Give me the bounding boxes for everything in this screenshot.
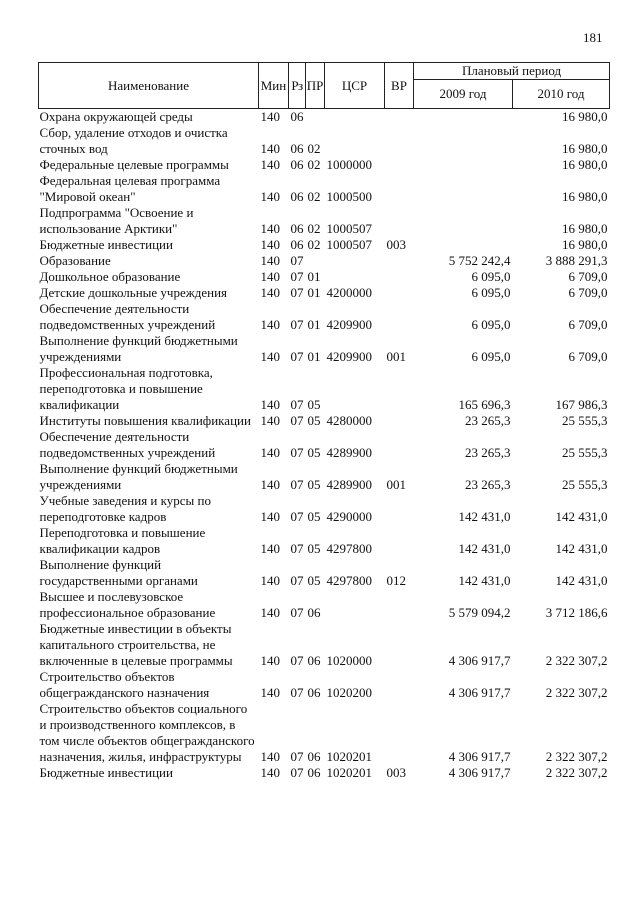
row-vr xyxy=(385,413,414,429)
table-row xyxy=(39,173,610,205)
row-amount-2010: 16 980,0 xyxy=(562,141,608,156)
row-amount-2010: 2 322 307,2 xyxy=(545,653,608,668)
row-name: Федеральная целевая программа "Мировой океан" xyxy=(39,173,221,204)
row-csr xyxy=(325,109,385,126)
row-min: 140 xyxy=(260,269,280,284)
row-pr: 05 xyxy=(307,573,321,588)
row-rz: 07 xyxy=(290,269,304,284)
row-csr: 4209900 xyxy=(326,317,372,332)
row-vr xyxy=(385,365,414,413)
row-min: 140 xyxy=(260,237,280,252)
row-vr xyxy=(385,285,414,301)
row-amount-2009: 6 095,0 xyxy=(471,269,511,284)
row-min: 140 xyxy=(260,477,280,492)
row-csr: 1000507 xyxy=(326,237,372,252)
row-min: 140 xyxy=(260,109,280,124)
table-row xyxy=(39,669,610,701)
row-min: 140 xyxy=(260,749,280,764)
row-name: Переподготовка и повышение квалификации кадров xyxy=(39,525,206,556)
table-row xyxy=(39,157,610,173)
row-amount-2009 xyxy=(414,205,513,237)
row-vr xyxy=(385,109,414,126)
row-rz: 07 xyxy=(290,397,304,412)
row-pr: 02 xyxy=(307,141,321,156)
row-amount-2010: 16 980,0 xyxy=(562,189,608,204)
row-rz: 07 xyxy=(290,317,304,332)
row-name: Выполнение функций бюджетными учреждениями xyxy=(39,461,238,492)
table-row xyxy=(39,285,610,301)
row-amount-2009 xyxy=(414,109,513,126)
row-min: 140 xyxy=(260,157,280,172)
row-vr xyxy=(385,589,414,621)
row-csr: 4200000 xyxy=(326,285,372,300)
row-rz: 06 xyxy=(290,141,304,156)
table-header xyxy=(39,63,610,109)
table-row xyxy=(39,269,610,285)
row-vr: 003 xyxy=(386,765,406,780)
row-csr: 1000500 xyxy=(326,189,372,204)
row-pr: 01 xyxy=(307,317,321,332)
row-pr: 01 xyxy=(307,285,321,300)
row-min: 140 xyxy=(260,605,280,620)
row-name: Детские дошкольные учреждения xyxy=(39,285,228,300)
row-vr xyxy=(385,701,414,765)
table-row xyxy=(39,589,610,621)
table-row xyxy=(39,493,610,525)
row-name: Федеральные целевые программы xyxy=(39,157,229,172)
row-amount-2010: 6 709,0 xyxy=(568,269,608,284)
row-csr xyxy=(325,125,385,157)
header-name: Наименование xyxy=(39,63,259,109)
row-csr: 4209900 xyxy=(326,349,372,364)
row-name: Бюджетные инвестиции xyxy=(39,237,173,252)
row-csr: 4297800 xyxy=(326,573,372,588)
row-vr xyxy=(385,301,414,333)
table-row xyxy=(39,253,610,269)
row-csr: 1000000 xyxy=(326,157,372,172)
row-amount-2009: 23 265,3 xyxy=(465,413,511,428)
row-name: Строительство объектов социального и производственного комплексов, в том числе объектов общегражданского назначения, жилья, инфраструктуры xyxy=(39,701,255,764)
table-body xyxy=(39,109,610,782)
row-vr xyxy=(385,157,414,173)
row-rz: 07 xyxy=(290,685,304,700)
table-row xyxy=(39,205,610,237)
row-min: 140 xyxy=(260,397,280,412)
row-csr: 4289900 xyxy=(326,477,372,492)
row-csr: 4289900 xyxy=(326,445,372,460)
row-amount-2010: 25 555,3 xyxy=(562,413,608,428)
row-csr xyxy=(325,589,385,621)
row-amount-2010: 16 980,0 xyxy=(562,109,608,124)
row-min: 140 xyxy=(260,317,280,332)
row-pr: 01 xyxy=(307,349,321,364)
table-row xyxy=(39,765,610,781)
row-rz: 06 xyxy=(290,109,304,124)
row-min: 140 xyxy=(260,253,280,268)
table-row xyxy=(39,525,610,557)
table-row xyxy=(39,701,610,765)
page-number: 181 xyxy=(583,30,603,45)
row-min: 140 xyxy=(260,141,280,156)
row-name: Высшее и послевузовское профессиональное образование xyxy=(39,589,216,620)
row-name: Бюджетные инвестиции xyxy=(39,765,173,780)
row-amount-2010: 6 709,0 xyxy=(568,317,608,332)
budget-table xyxy=(38,62,610,781)
row-pr: 06 xyxy=(307,765,321,780)
row-rz: 07 xyxy=(290,653,304,668)
row-amount-2009: 23 265,3 xyxy=(465,445,511,460)
row-amount-2010: 3 888 291,3 xyxy=(545,253,608,268)
header-planning-period: Плановый период xyxy=(414,63,610,80)
row-vr xyxy=(385,525,414,557)
row-amount-2009 xyxy=(414,125,513,157)
row-pr: 02 xyxy=(307,157,321,172)
row-amount-2009 xyxy=(414,237,513,253)
row-csr: 4297800 xyxy=(326,541,372,556)
row-vr xyxy=(385,493,414,525)
row-pr: 06 xyxy=(307,605,321,620)
row-rz: 07 xyxy=(290,765,304,780)
row-amount-2010: 25 555,3 xyxy=(562,477,608,492)
row-rz: 07 xyxy=(290,445,304,460)
row-name: Учебные заведения и курсы по переподготовке кадров xyxy=(39,493,211,524)
row-min: 140 xyxy=(260,653,280,668)
table-row xyxy=(39,461,610,493)
row-vr xyxy=(385,205,414,237)
row-min: 140 xyxy=(260,221,280,236)
row-pr: 05 xyxy=(307,541,321,556)
row-amount-2010: 142 431,0 xyxy=(555,541,608,556)
row-vr: 001 xyxy=(386,349,406,364)
row-name: Сбор, удаление отходов и очистка сточных вод xyxy=(39,125,228,156)
row-amount-2009: 6 095,0 xyxy=(471,349,511,364)
row-min: 140 xyxy=(260,541,280,556)
row-vr: 003 xyxy=(386,237,406,252)
row-rz: 07 xyxy=(290,749,304,764)
row-amount-2010: 142 431,0 xyxy=(555,573,608,588)
row-amount-2010: 142 431,0 xyxy=(555,509,608,524)
row-pr: 02 xyxy=(307,237,321,252)
row-rz: 07 xyxy=(290,285,304,300)
row-csr xyxy=(325,365,385,413)
row-min: 140 xyxy=(260,189,280,204)
table-row xyxy=(39,413,610,429)
row-amount-2010: 6 709,0 xyxy=(568,349,608,364)
row-vr xyxy=(385,269,414,285)
row-pr: 06 xyxy=(307,685,321,700)
row-min: 140 xyxy=(260,765,280,780)
table-row xyxy=(39,301,610,333)
row-amount-2010: 16 980,0 xyxy=(562,221,608,236)
row-name: Институты повышения квалификации xyxy=(39,413,251,428)
row-pr xyxy=(306,253,325,269)
row-amount-2009 xyxy=(414,157,513,173)
row-name: Выполнение функций бюджетными учреждениями xyxy=(39,333,238,364)
row-vr xyxy=(385,669,414,701)
table-row xyxy=(39,333,610,365)
row-rz: 06 xyxy=(290,189,304,204)
table-row xyxy=(39,557,610,589)
row-pr: 01 xyxy=(307,269,321,284)
header-pr: ПР xyxy=(306,63,325,109)
row-pr: 06 xyxy=(307,749,321,764)
row-amount-2009 xyxy=(414,173,513,205)
row-amount-2009: 5 752 242,4 xyxy=(448,253,511,268)
row-amount-2009: 4 306 917,7 xyxy=(448,765,511,780)
row-rz: 07 xyxy=(290,573,304,588)
row-amount-2009: 6 095,0 xyxy=(471,317,511,332)
row-csr xyxy=(325,253,385,269)
row-amount-2010: 2 322 307,2 xyxy=(545,685,608,700)
row-min: 140 xyxy=(260,349,280,364)
row-name: Образование xyxy=(39,253,111,268)
row-csr: 1020201 xyxy=(326,765,372,780)
table-row xyxy=(39,365,610,413)
row-amount-2009: 4 306 917,7 xyxy=(448,685,511,700)
row-rz: 07 xyxy=(290,253,304,268)
row-rz: 06 xyxy=(290,237,304,252)
row-csr: 1020201 xyxy=(326,749,372,764)
row-csr: 1020200 xyxy=(326,685,372,700)
row-amount-2010: 2 322 307,2 xyxy=(545,749,608,764)
row-amount-2009: 142 431,0 xyxy=(458,509,511,524)
row-min: 140 xyxy=(260,285,280,300)
row-pr: 05 xyxy=(307,413,321,428)
row-vr xyxy=(385,429,414,461)
row-name: Строительство объектов общегражданского назначения xyxy=(39,669,210,700)
table-row xyxy=(39,237,610,253)
row-amount-2010: 6 709,0 xyxy=(568,285,608,300)
row-csr: 4280000 xyxy=(326,413,372,428)
row-name: Охрана окружающей среды xyxy=(39,109,193,124)
row-rz: 06 xyxy=(290,221,304,236)
header-year-2010: 2010 год xyxy=(513,80,610,109)
table-row xyxy=(39,125,610,157)
row-amount-2010: 3 712 186,6 xyxy=(545,605,608,620)
row-pr: 05 xyxy=(307,445,321,460)
row-amount-2009: 5 579 094,2 xyxy=(448,605,511,620)
row-rz: 07 xyxy=(290,605,304,620)
row-min: 140 xyxy=(260,413,280,428)
row-min: 140 xyxy=(260,685,280,700)
row-name: Профессиональная подготовка, переподготовка и повышение квалификации xyxy=(39,365,213,412)
row-csr xyxy=(325,269,385,285)
row-amount-2009: 165 696,3 xyxy=(458,397,511,412)
header-vr: ВР xyxy=(385,63,414,109)
row-csr: 1000507 xyxy=(326,221,372,236)
row-name: Бюджетные инвестиции в объекты капитального строительства, не включенные в целевые программы xyxy=(39,621,233,668)
row-rz: 06 xyxy=(290,157,304,172)
row-amount-2009: 23 265,3 xyxy=(465,477,511,492)
header-min: Мин xyxy=(259,63,289,109)
row-vr: 012 xyxy=(386,573,406,588)
row-rz: 07 xyxy=(290,509,304,524)
row-amount-2010: 16 980,0 xyxy=(562,237,608,252)
row-rz: 07 xyxy=(290,413,304,428)
row-rz: 07 xyxy=(290,349,304,364)
row-amount-2010: 167 986,3 xyxy=(555,397,608,412)
row-rz: 07 xyxy=(290,541,304,556)
row-name: Обеспечение деятельности подведомственных учреждений xyxy=(39,301,216,332)
row-vr xyxy=(385,125,414,157)
table-row xyxy=(39,429,610,461)
row-name: Выполнение функций государственными органами xyxy=(39,557,198,588)
row-amount-2009: 142 431,0 xyxy=(458,573,511,588)
row-csr: 1020000 xyxy=(326,653,372,668)
header-rz: Рз xyxy=(289,63,306,109)
table-row xyxy=(39,621,610,669)
row-min: 140 xyxy=(260,445,280,460)
row-pr: 05 xyxy=(307,397,321,412)
row-min: 140 xyxy=(260,509,280,524)
row-rz: 07 xyxy=(290,477,304,492)
row-vr: 001 xyxy=(386,477,406,492)
row-pr: 06 xyxy=(307,653,321,668)
row-amount-2009: 4 306 917,7 xyxy=(448,749,511,764)
row-vr xyxy=(385,621,414,669)
row-pr xyxy=(306,109,325,126)
row-vr xyxy=(385,253,414,269)
row-pr: 05 xyxy=(307,509,321,524)
row-pr: 02 xyxy=(307,189,321,204)
header-year-2009: 2009 год xyxy=(414,80,513,109)
row-amount-2009: 6 095,0 xyxy=(471,285,511,300)
row-amount-2010: 16 980,0 xyxy=(562,157,608,172)
row-pr: 02 xyxy=(307,221,321,236)
row-amount-2010: 25 555,3 xyxy=(562,445,608,460)
row-pr: 05 xyxy=(307,477,321,492)
table-row xyxy=(39,109,610,126)
row-amount-2009: 4 306 917,7 xyxy=(448,653,511,668)
row-name: Подпрограмма "Освоение и использование Арктики" xyxy=(39,205,194,236)
row-name: Обеспечение деятельности подведомственных учреждений xyxy=(39,429,216,460)
row-csr: 4290000 xyxy=(326,509,372,524)
row-vr xyxy=(385,173,414,205)
row-amount-2010: 2 322 307,2 xyxy=(545,765,608,780)
header-csr: ЦСР xyxy=(325,63,385,109)
row-min: 140 xyxy=(260,573,280,588)
row-amount-2009: 142 431,0 xyxy=(458,541,511,556)
row-name: Дошкольное образование xyxy=(39,269,181,284)
